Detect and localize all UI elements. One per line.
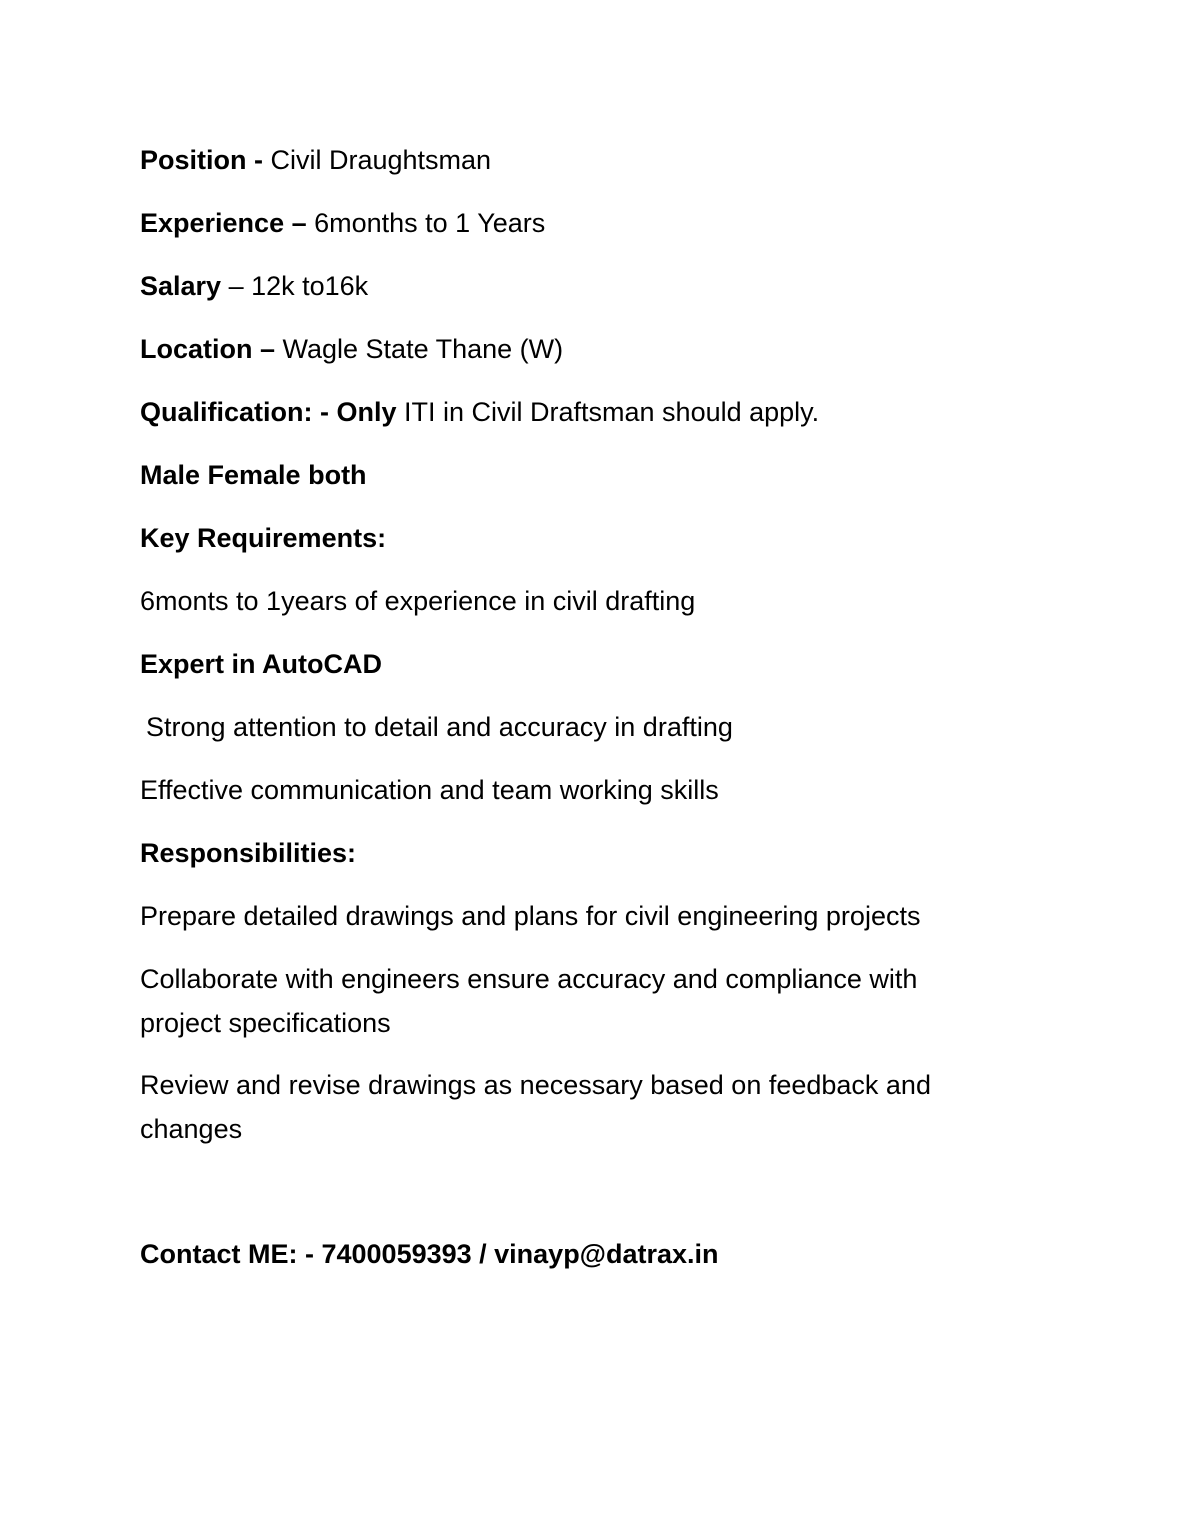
key-requirement-item (146, 705, 733, 749)
position-line (140, 138, 491, 182)
contact-text: Contact ME: - 7400059393 / vinayp@datrax.in (140, 1239, 719, 1269)
location-line (140, 327, 563, 371)
gender-note (140, 453, 367, 497)
key-requirement-item (140, 642, 382, 686)
position-value: Civil Draughtsman (270, 145, 492, 175)
position-label: Position - (140, 145, 271, 175)
location-label: Location – (140, 334, 283, 364)
key-requirements-heading (140, 516, 386, 560)
salary-label: Salary (140, 271, 222, 301)
key-requirement-item (140, 768, 719, 812)
key-requirement-text: 6monts to 1years of experience in civil drafting (140, 586, 696, 616)
contact-line (140, 1232, 719, 1276)
salary-line (140, 264, 368, 308)
experience-value: 6months to 1 Years (314, 208, 546, 238)
qualification-label: Qualification: - Only (140, 397, 397, 427)
responsibility-text: Collaborate with engineers ensure accuracy and compliance with project specifications (140, 964, 918, 1038)
responsibility-text: Review and revise drawings as necessary based on feedback and changes (140, 1070, 931, 1144)
salary-value: – 12k to16k (221, 271, 369, 301)
experience-line (140, 201, 545, 245)
qualification-value: ITI in Civil Draftsman should apply. (396, 397, 820, 427)
responsibilities-heading-text: Responsibilities: (140, 838, 357, 868)
responsibility-item (140, 894, 920, 938)
responsibility-item (140, 957, 1000, 1045)
key-requirements-heading-text: Key Requirements: (140, 523, 387, 553)
location-value: Wagle State Thane (W) (282, 334, 564, 364)
key-requirement-text: Expert in AutoCAD (140, 649, 382, 679)
key-requirement-item (140, 579, 695, 623)
gender-note-text: Male Female both (140, 460, 367, 490)
experience-label: Experience – (140, 208, 315, 238)
key-requirement-text: Strong attention to detail and accuracy in drafting (146, 712, 733, 742)
qualification-line (140, 390, 819, 434)
responsibility-item (140, 1063, 1000, 1151)
key-requirement-text: Effective communication and team working skills (140, 775, 719, 805)
responsibility-text: Prepare detailed drawings and plans for civil engineering projects (140, 901, 921, 931)
responsibilities-heading (140, 831, 356, 875)
